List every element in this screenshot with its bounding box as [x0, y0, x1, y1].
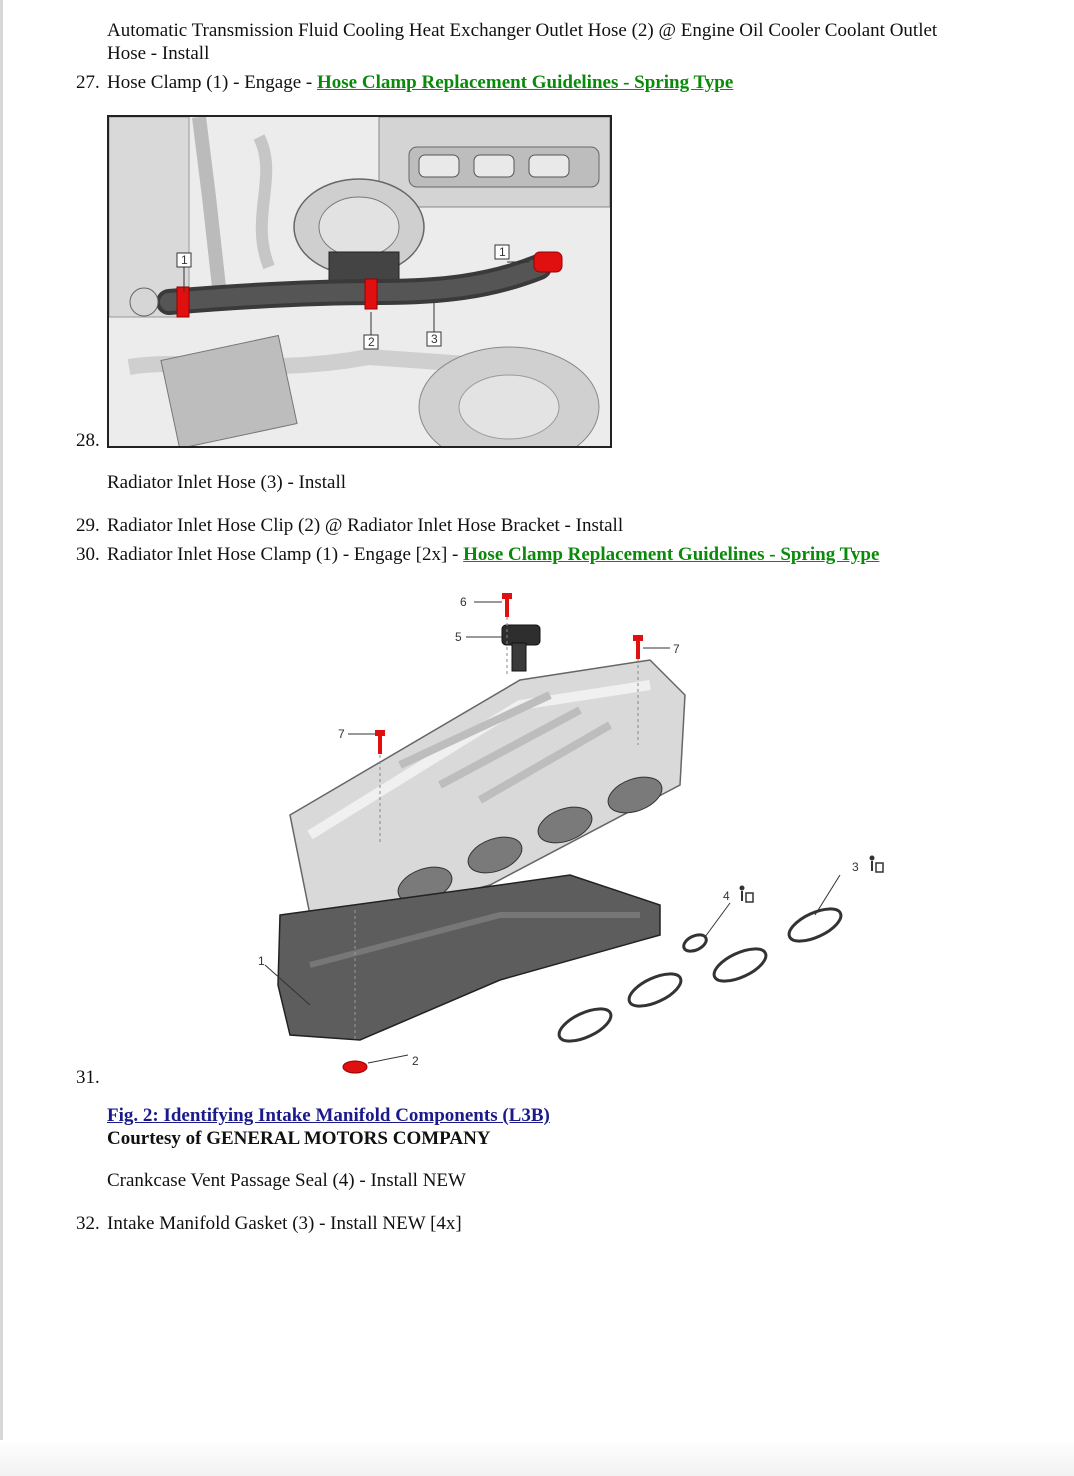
callout-2: 2 — [412, 1054, 419, 1068]
step-26-text-line2: Hose - Install — [107, 43, 210, 64]
step-30-number: 30. — [76, 544, 100, 565]
hose-clamp-guidelines-link-1[interactable]: Hose Clamp Replacement Guidelines - Spring Type — [317, 72, 734, 93]
hose-clamp-right — [534, 252, 562, 272]
step-32-text: Intake Manifold Gasket (3) - Install NEW [4x] — [107, 1213, 462, 1234]
callout-5: 5 — [455, 630, 462, 644]
hose-clamp-guidelines-link-2[interactable]: Hose Clamp Replacement Guidelines - Spring Type — [463, 544, 880, 565]
step-27-number: 27. — [76, 72, 100, 93]
step-27-text: Hose Clamp (1) - Engage - — [107, 72, 317, 93]
figure-2-caption-line — [107, 1104, 550, 1127]
intake-manifold-drawing — [250, 585, 910, 1080]
step-30-text: Radiator Inlet Hose Clamp (1) - Engage [2x] - — [107, 544, 464, 565]
step-27-line — [107, 71, 733, 94]
hose-clamp-left — [177, 287, 189, 317]
intake-manifold-illustration — [250, 585, 910, 1080]
step-31-text: Crankcase Vent Passage Seal (4) - Install NEW — [107, 1170, 466, 1191]
page-left-border — [0, 0, 3, 1476]
discard-icon-3 — [870, 856, 884, 873]
discard-icon-4 — [740, 886, 754, 903]
step-28-number: 28. — [76, 430, 100, 451]
callout-1-left: 1 — [181, 253, 188, 267]
step-31-number: 31. — [76, 1067, 100, 1088]
callout-1: 1 — [258, 954, 265, 968]
callout-7-right: 7 — [673, 642, 680, 656]
step-29-text: Radiator Inlet Hose Clip (2) @ Radiator Inlet Hose Bracket - Install — [107, 515, 624, 536]
callout-1-right: 1 — [499, 245, 506, 259]
step-29-number: 29. — [76, 515, 100, 536]
engine-bay-drawing — [109, 117, 610, 446]
figure-2-courtesy: Courtesy of GENERAL MOTORS COMPANY — [107, 1128, 491, 1149]
callout-4: 4 — [723, 889, 730, 903]
callout-3: 3 — [431, 332, 438, 346]
callout-7-left: 7 — [338, 727, 345, 741]
figure-2-caption-link[interactable]: Fig. 2: Identifying Intake Manifold Components (L3B) — [107, 1105, 550, 1126]
step-26-text-line1: Automatic Transmission Fluid Cooling Heat Exchanger Outlet Hose (2) @ Engine Oil Cooler Coolant Outlet — [107, 20, 938, 41]
step-28-text: Radiator Inlet Hose (3) - Install — [107, 472, 347, 493]
step-32-number: 32. — [76, 1213, 100, 1234]
hose-clip-middle — [365, 279, 377, 309]
page-bottom-edge — [0, 1440, 1074, 1476]
radiator-inlet-hose-illustration — [107, 115, 612, 448]
callout-6: 6 — [460, 595, 467, 609]
callout-2: 2 — [368, 335, 375, 349]
callout-3: 3 — [852, 860, 859, 874]
step-30-line — [107, 543, 879, 566]
